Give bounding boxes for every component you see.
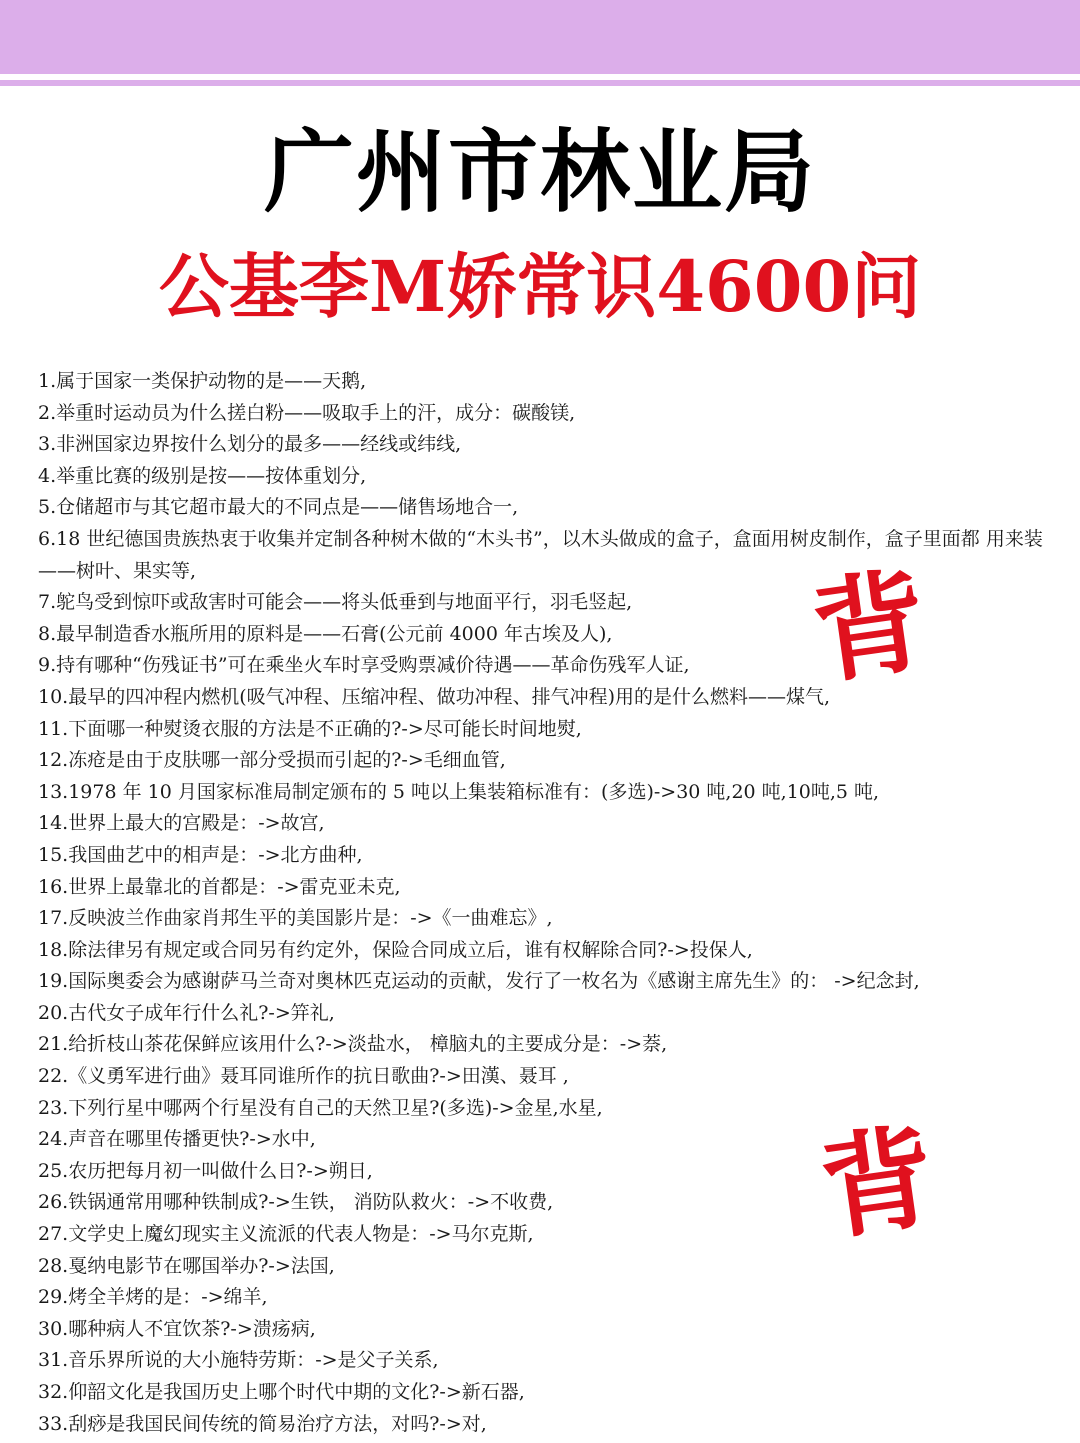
list-item: 9.持有哪种“伤残证书”可在乘坐火车时享受购票减价待遇——革命伤残军人证, — [38, 654, 690, 677]
list-item: 28.戛纳电影节在哪国举办?->法国, — [38, 1254, 335, 1277]
memorize-stamp: 背 — [813, 1110, 943, 1257]
list-item: 27.文学史上魔幻现实主义流派的代表人物是：->马尔克斯, — [38, 1223, 534, 1246]
page-title: 广州市林业局 — [264, 120, 816, 225]
list-item: 10.最早的四冲程内燃机(吸气冲程、压缩冲程、做功冲程、排气冲程)用的是什么燃料——煤气, — [38, 685, 831, 708]
list-item: 12.冻疮是由于皮肤哪一部分受损而引起的?->毛细血管, — [38, 749, 506, 772]
list-item: 11.下面哪一种熨烫衣服的方法是不正确的?->尽可能长时间地熨, — [38, 717, 582, 740]
list-item: 7.鸵鸟受到惊吓或敌害时可能会——将头低垂到与地面平行，羽毛竖起, — [38, 591, 633, 614]
top-color-band — [0, 0, 1080, 74]
list-item: 13.1978 年 10 月国家标准局制定颁布的 5 吨以上集装箱标准有：(多选)->30 吨,20 吨,10吨,5 吨, — [38, 780, 880, 803]
list-item: 8.最早制造香水瓶所用的原料是——石膏(公元前 4000 年古埃及人), — [38, 622, 613, 645]
list-item: 30.哪种病人不宜饮茶?->溃疡病, — [38, 1317, 316, 1340]
list-item: 6.18 世纪德国贵族热衷于收集并定制各种树木做的“木头书”，以木头做成的盒子，盒面用树皮制作，盒子里面都 用来装——树叶、果实等, — [38, 527, 1043, 582]
list-item: 26.铁锅通常用哪种铁制成?->生铁， 消防队救火：->不收费, — [38, 1191, 554, 1214]
list-item: 21.给折枝山茶花保鲜应该用什么?->淡盐水， 樟脑丸的主要成分是：->萘, — [38, 1033, 668, 1056]
list-item: 22.《义勇军进行曲》聂耳同谁所作的抗日歌曲?->田漢、聂耳 , — [38, 1065, 569, 1088]
list-item: 32.仰韶文化是我国历史上哪个时代中期的文化?->新石器, — [38, 1381, 525, 1403]
list-item: 1.属于国家一类保护动物的是——天鹅, — [38, 370, 367, 392]
list-item: 16.世界上最靠北的首都是：->雷克亚未克, — [38, 875, 401, 898]
list-item: 4.举重比赛的级别是按——按体重划分, — [38, 464, 367, 487]
list-item: 31.音乐界所说的大小施特劳斯：->是父子关系, — [38, 1349, 439, 1372]
list-item: 17.反映波兰作曲家肖邦生平的美国影片是：->《一曲难忘》, — [38, 907, 553, 930]
qa-list — [38, 366, 1058, 1440]
list-item: 3.非洲国家边界按什么划分的最多——经线或纬线, — [38, 433, 462, 456]
list-item: 5.仓储超市与其它超市最大的不同点是——储售场地合一, — [38, 496, 519, 519]
list-item: 23.下列行星中哪两个行星没有自己的天然卫星?(多选)->金星,水星, — [38, 1096, 603, 1119]
list-item: 14.世界上最大的宫殿是：->故宫, — [38, 812, 325, 835]
top-divider-line — [0, 80, 1080, 86]
page-subtitle: 公基李M娇常识4600问 — [158, 245, 922, 328]
list-item: 19.国际奥委会为感谢萨马兰奇对奥林匹克运动的贡献，发行了一枚名为《感谢主席先生》的： ->纪念封, — [38, 970, 920, 993]
list-item: 18.除法律另有规定或合同另有约定外，保险合同成立后，谁有权解除合同?->投保人, — [38, 938, 753, 961]
list-item: 33.刮痧是我国民间传统的简易治疗方法，对吗?->对, — [38, 1412, 487, 1435]
list-item: 15.我国曲艺中的相声是：->北方曲种, — [38, 843, 363, 866]
memorize-stamp: 背 — [805, 554, 935, 701]
list-item: 24.声音在哪里传播更快?->水中, — [38, 1128, 316, 1151]
list-item: 25.农历把每月初一叫做什么日?->朔日, — [38, 1159, 373, 1182]
list-item: 29.烤全羊烤的是：->绵羊, — [38, 1286, 268, 1309]
list-item: 20.古代女子成年行什么礼?->笄礼, — [38, 1001, 335, 1024]
list-item: 2.举重时运动员为什么搓白粉——吸取手上的汗，成分：碳酸镁, — [38, 401, 576, 424]
